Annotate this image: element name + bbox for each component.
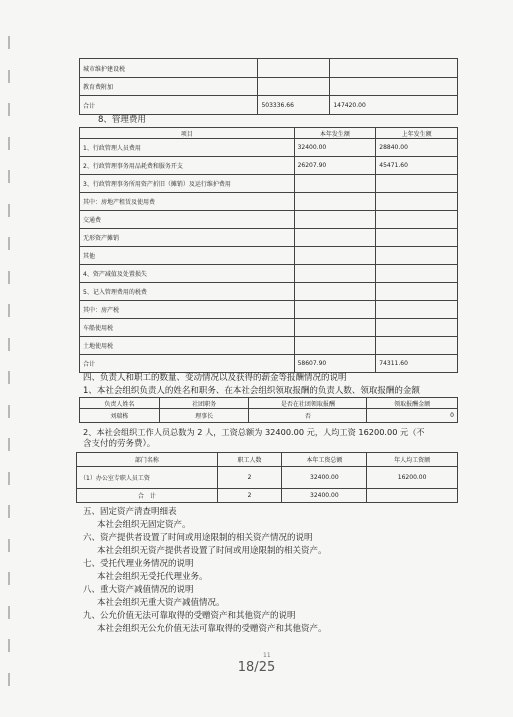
section-8-title: 8、管理费用 [98, 115, 146, 125]
section-4-para-2-cont: 含支付的劳务费）。 [83, 439, 156, 449]
table-header-row: 部门名称 职工人数 本年工资总额 年人均工资额 [77, 453, 458, 467]
management-expense-table [79, 127, 458, 373]
section-4-para-1: 1、本社会组织负责人的姓名和职务、在本社会组织领取报酬的负责人数、领取报酬的金额 [83, 386, 420, 396]
table-row: 4、资产减值及处置损失 [80, 265, 458, 283]
table-row: （1）办公室专职人员工资 2 32400.00 16200.00 [77, 467, 458, 489]
table-row: 土地使用税 [80, 337, 458, 355]
section-8-reduction-body: 本社会组织无重大资产减值情况。 [97, 598, 225, 608]
table-row: 合计 503336.66 147420.00 [80, 96, 458, 115]
table-row: 合 计 2 32400.00 [77, 489, 458, 503]
table-row: 合计 58607.90 74311.60 [80, 355, 458, 373]
section-4-para-2: 2、本社会组织工作人员总数为 2 人，工资总额为 32400.00 元，人均工资 16200.00 元（不 [83, 427, 425, 437]
tax-table [79, 58, 458, 115]
section-5-title: 五、固定资产清查明细表 [83, 507, 177, 517]
section-9-title: 九、公允价值无法可靠取得的受赠资产和其他资产的说明 [83, 611, 296, 621]
table-row: 其中：房产税 [80, 301, 458, 319]
table-row: 2、行政管理事务用品耗费和服务开支 26207.90 45471.60 [80, 157, 458, 175]
table-row: 刘瑞栋 理事长 否 0 [80, 409, 458, 423]
table-row: 1、行政管理人员费用 32400.00 28840.00 [80, 139, 458, 157]
staff-table [76, 452, 458, 503]
leader-table [79, 397, 458, 423]
table-row: 其他 [80, 247, 458, 265]
section-9-body: 本社会组织无公允价值无法可靠取得的受赠资产和其他资产。 [97, 624, 327, 634]
table-row: 其中：房地产租赁及使用费 [80, 193, 458, 211]
section-7-body: 本社会组织无受托代理业务。 [97, 572, 208, 582]
section-6-title: 六、资产提供者设置了时间或用途限制的相关资产情况的说明 [83, 533, 313, 543]
table-header-row: 项目 本年发生额 上年发生额 [80, 128, 458, 139]
section-4-title: 四、负责人和职工的数量、变动情况以及获得的薪金等报酬情况的说明 [83, 373, 347, 383]
table-row: 车船使用税 [80, 319, 458, 337]
section-5-body: 本社会组织无固定资产。 [97, 520, 191, 530]
table-row: 3、行政管理事务所用资产折旧（摊销）及运行维护费用 [80, 175, 458, 193]
section-6-body: 本社会组织无资产提供者设置了时间或用途限制的相关资产。 [97, 546, 327, 556]
section-8-reduction-title: 八、重大资产减值情况的说明 [83, 585, 194, 595]
table-row: 交通费 [80, 211, 458, 229]
section-7-title: 七、受托代理业务情况的说明 [83, 559, 194, 569]
table-row: 城市维护建设税 [80, 59, 458, 78]
table-row: 无形资产摊销 [80, 229, 458, 247]
table-row: 5、记入管理费用的税费 [80, 283, 458, 301]
table-row: 教育费附加 [80, 78, 458, 96]
table-header-row: 负责人姓名 社团职务 是否在社团领取报酬 领取报酬金额 [80, 398, 458, 409]
small-page-number: 11 [263, 652, 271, 659]
page-number [0, 652, 513, 675]
page-number-text: 18/25 [237, 660, 276, 675]
